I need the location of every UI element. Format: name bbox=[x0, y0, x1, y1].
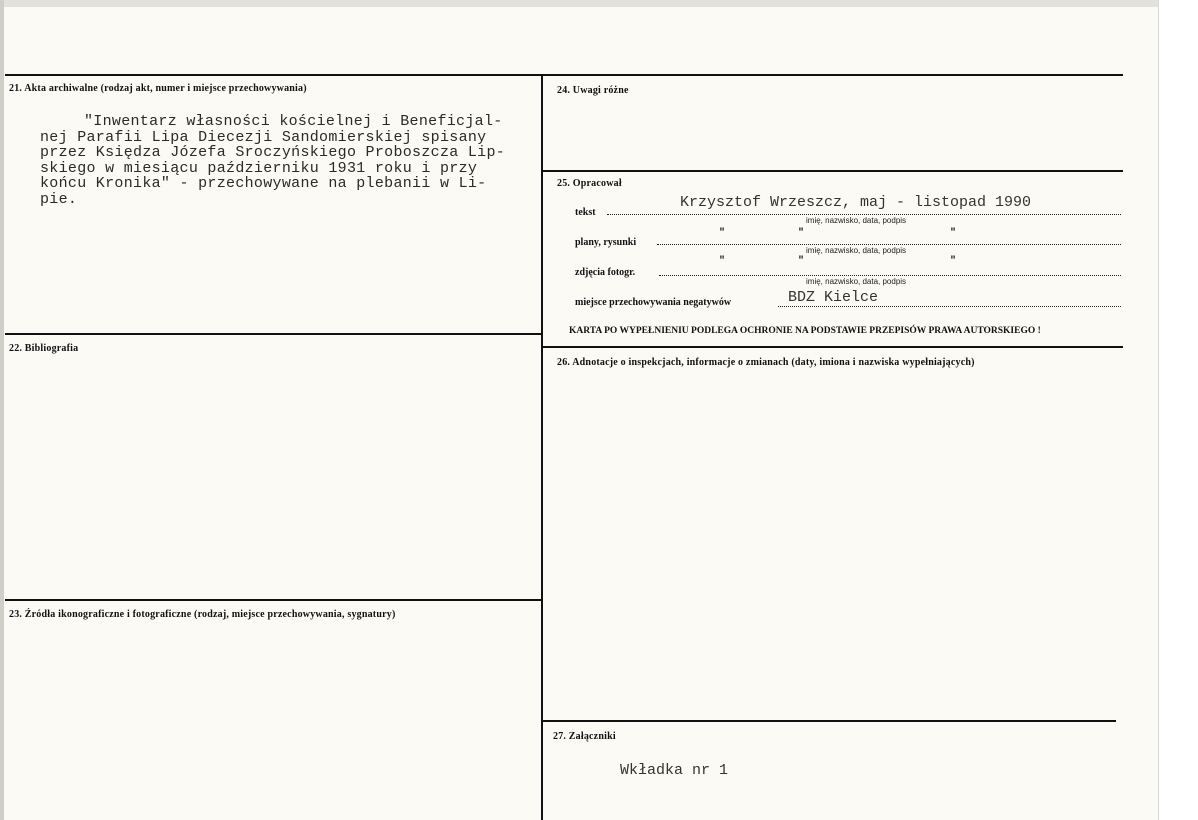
section-21-line: nej Parafii Lipa Diecezji Sandomierskiej spisany bbox=[40, 128, 487, 146]
section-21-line: przez Księdza Józefa Sroczyńskiego Proboszcza Lip- bbox=[40, 144, 506, 161]
paper-top-edge bbox=[0, 0, 1158, 7]
section-23-heading: 23. Źródła ikonograficzne i fotograficzne (rodzaj, miejsce przechowywania, sygnatury) bbox=[9, 609, 396, 620]
plany-ditto-1: " bbox=[719, 228, 726, 239]
rule-25-26 bbox=[542, 346, 1123, 348]
miejsce-dotted-line bbox=[778, 306, 1121, 307]
rule-22-23 bbox=[5, 599, 542, 601]
tekst-label: tekst bbox=[575, 207, 596, 218]
section-21-heading: 21. Akta archiwalne (rodzaj akt, numer i miejsce przechowywania) bbox=[9, 83, 307, 94]
rule-24-25 bbox=[542, 170, 1123, 172]
section-21-line: "Inwentarz własności kościelnej i Beneficjal- bbox=[84, 113, 503, 130]
section-27-heading: 27. Załączniki bbox=[553, 731, 616, 742]
rule-26-27 bbox=[542, 720, 1116, 722]
section-26-heading: 26. Adnotacje o inspekcjach, informacje o zmianach (daty, imiona i nazwiska wypełniających) bbox=[557, 357, 975, 368]
tekst-caption: imię, nazwisko, data, podpis bbox=[806, 216, 907, 225]
plany-label: plany, rysunki bbox=[575, 237, 637, 248]
plany-ditto-2: " bbox=[798, 228, 805, 239]
section-27-value: Wkładka nr 1 bbox=[620, 762, 729, 779]
copyright-warning: KARTA PO WYPEŁNIENIU PODLEGA OCHRONIE NA PODSTAWIE PRZEPISÓW PRAWA AUTORSKIEGO ! bbox=[569, 326, 1041, 336]
section-21-text bbox=[40, 114, 505, 207]
plany-ditto-3: " bbox=[950, 228, 957, 239]
zdjecia-ditto-3: " bbox=[950, 256, 957, 267]
paper-left-edge bbox=[0, 0, 4, 820]
zdjecia-dotted-line bbox=[659, 275, 1121, 276]
section-22-heading: 22. Bibliografia bbox=[9, 343, 79, 354]
section-21-line: końcu Kronika" - przechowywane na plebanii w Li- bbox=[40, 175, 487, 192]
center-divider bbox=[541, 74, 543, 820]
top-rule bbox=[5, 74, 1123, 76]
section-25-heading: 25. Opracował bbox=[557, 178, 622, 189]
tekst-value: Krzysztof Wrzeszcz, maj - listopad 1990 bbox=[680, 194, 1032, 211]
plany-caption: imię, nazwisko, data, podpis bbox=[806, 246, 907, 255]
miejsce-value: BDZ Kielce bbox=[788, 289, 879, 306]
plany-dotted-line bbox=[657, 244, 1121, 245]
paper-right-margin bbox=[1158, 0, 1198, 820]
zdjecia-ditto-2: " bbox=[798, 256, 805, 267]
miejsce-label: miejsce przechowywania negatywów bbox=[575, 297, 732, 308]
rule-21-22 bbox=[5, 333, 542, 335]
section-21-line: skiego w miesiącu październiku 1931 roku i przy bbox=[40, 159, 478, 177]
zdjecia-caption: imię, nazwisko, data, podpis bbox=[806, 277, 907, 286]
zdjecia-label: zdjęcia fotogr. bbox=[575, 267, 636, 278]
section-24-heading: 24. Uwagi różne bbox=[557, 85, 629, 96]
section-21-line: pie. bbox=[40, 190, 78, 208]
zdjecia-ditto-1: " bbox=[719, 256, 726, 267]
tekst-dotted-line bbox=[607, 214, 1121, 215]
